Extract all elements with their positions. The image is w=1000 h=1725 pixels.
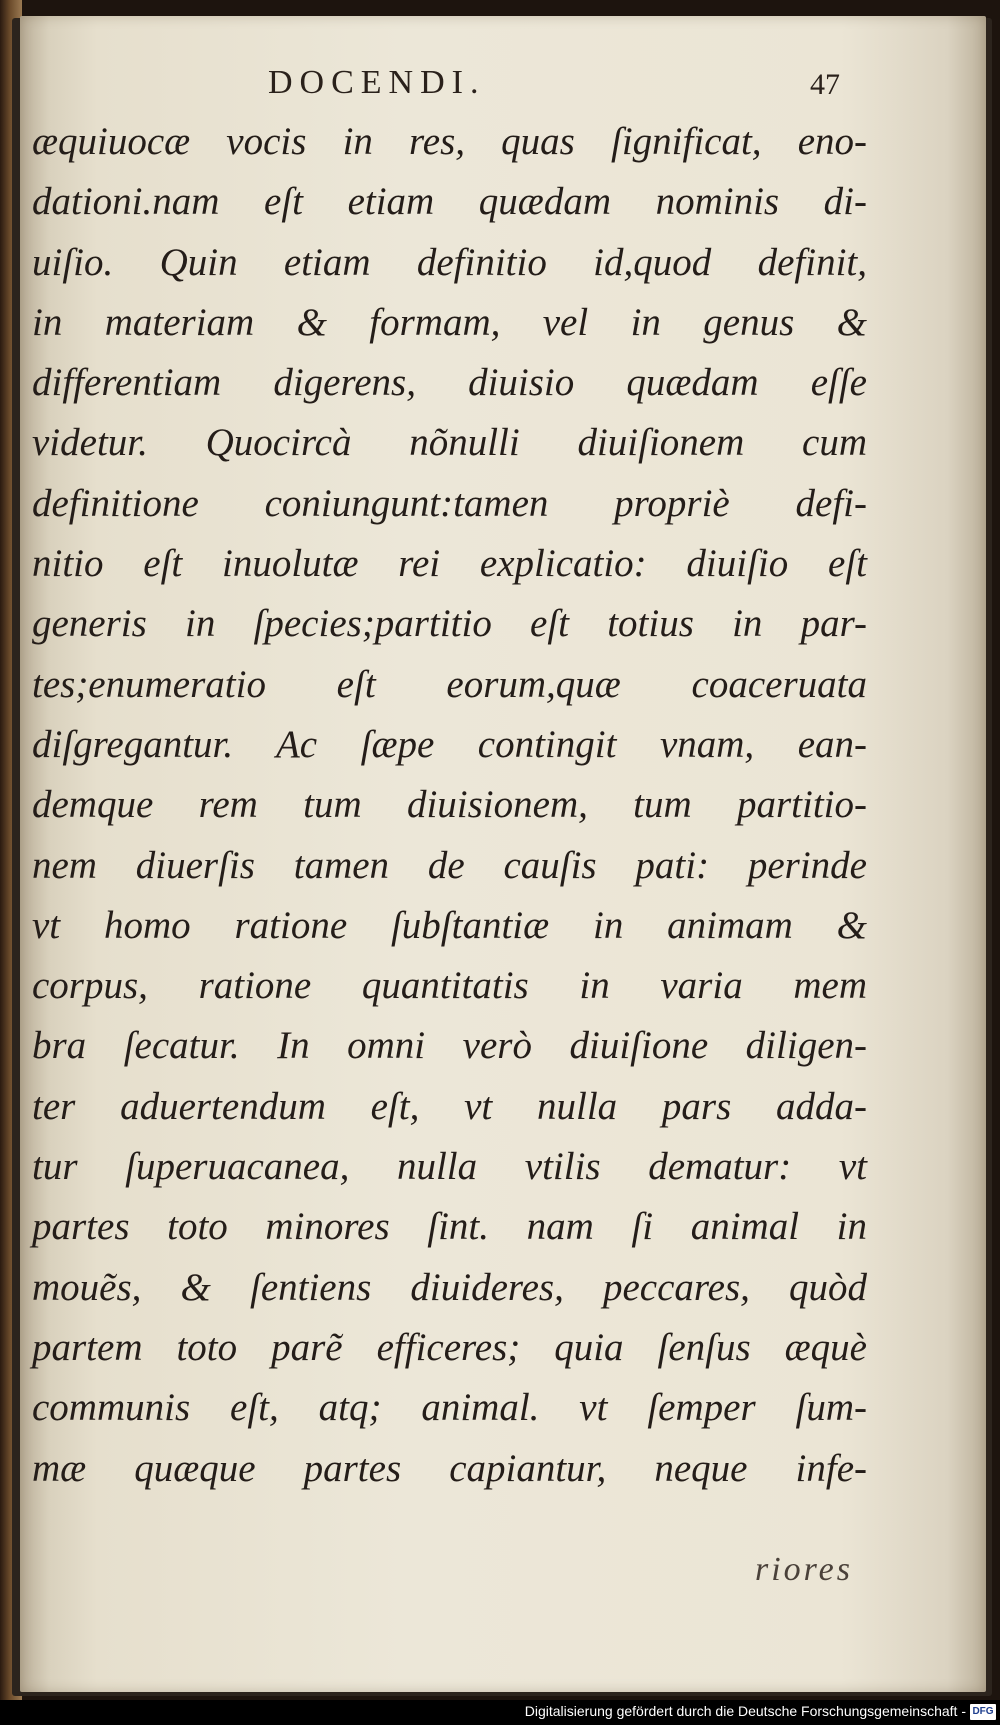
text-line: tes;enumeratio eſt eorum,quæ coaceruata: [32, 662, 867, 706]
text-line: partes toto minores ſint. nam ſi animal in: [32, 1205, 867, 1249]
text-line: tur ſuperuacanea, nulla vtilis dematur: vt: [32, 1145, 867, 1189]
running-head-title: DOCENDI.: [268, 64, 486, 101]
text-line: diſgregantur. Ac ſæpe contingit vnam, ean-: [32, 722, 867, 766]
text-line: in materiam & formam, vel in genus &: [32, 300, 867, 344]
text-line: communis eſt, atq; animal. vt ſemper ſum-: [32, 1386, 867, 1430]
running-head: [20, 64, 986, 110]
book-page: [20, 16, 986, 1692]
text-line: differentiam digerens, diuisio quædam eſſe: [32, 361, 867, 405]
text-line: demque rem tum diuisionem, tum partitio-: [32, 783, 867, 827]
text-line: æquiuocæ vocis in res, quas ſignificat, eno-: [32, 120, 867, 163]
digitization-footer: [0, 1700, 1000, 1725]
text-line: bra ſecatur. In omni verò diuiſione diligen-: [32, 1024, 867, 1068]
text-line: ter aduertendum eſt, vt nulla pars adda-: [32, 1084, 867, 1128]
text-line: videtur. Quocircà nõnulli diuiſionem cum: [32, 421, 867, 465]
text-line: uiſio. Quin etiam definitio id,quod definit,: [32, 240, 867, 284]
text-line: generis in ſpecies;partitio eſt totius in par-: [32, 602, 867, 646]
text-line: definitione coniungunt:tamen propriè defi-: [32, 481, 867, 525]
text-line: mæ quæque partes capiantur, neque infe-: [32, 1446, 867, 1490]
text-line: partem toto parẽ efficeres; quia ſenſus æquè: [32, 1325, 867, 1369]
text-line: nem diuerſis tamen de cauſis pati: perinde: [32, 843, 867, 887]
text-line: corpus, ratione quantitatis in varia mem: [32, 964, 867, 1008]
text-line: mouẽs, & ſentiens diuideres, peccares, quòd: [32, 1265, 867, 1309]
page-number: 47: [810, 68, 840, 101]
text-line: dationi.nam eſt etiam quædam nominis di-: [32, 180, 867, 224]
funding-credit: Digitalisierung gefördert durch die Deutsche Forschungsgemeinschaft -: [524, 1703, 966, 1719]
body-text: [32, 112, 867, 1499]
catchword: riores: [755, 1551, 853, 1588]
text-line: nitio eſt inuolutæ rei explicatio: diuiſio eſt: [32, 542, 867, 586]
text-line: vt homo ratione ſubſtantiæ in animam &: [32, 903, 867, 947]
dfg-logo: DFG: [970, 1704, 996, 1720]
